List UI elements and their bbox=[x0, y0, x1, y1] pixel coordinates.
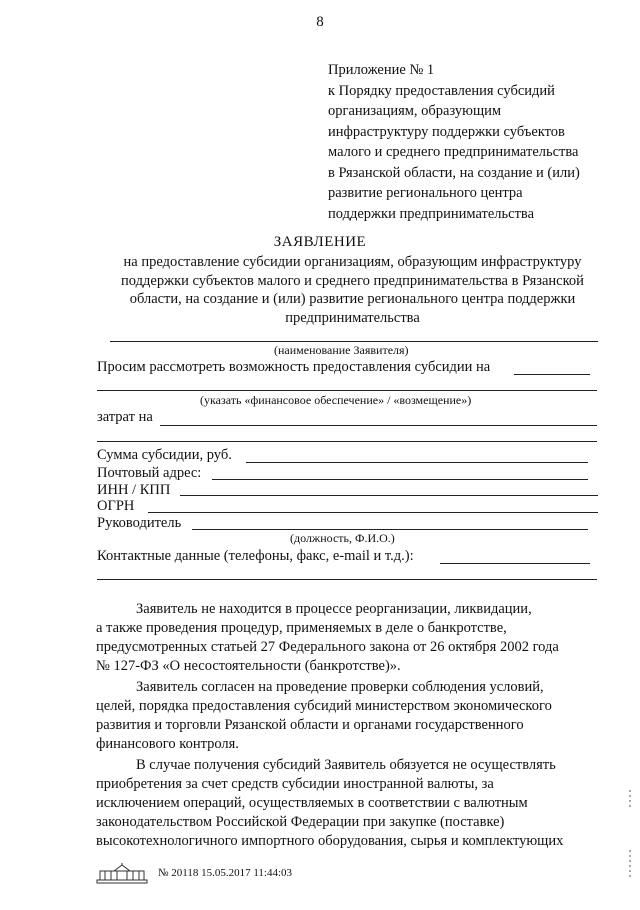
appendix-line: развитие регионального центра bbox=[328, 185, 523, 201]
subtitle-line: поддержки субъектов малого и среднего предпринимательства в Рязанской bbox=[121, 272, 584, 289]
paragraph-line: Заявитель не находится в процессе реорганизации, ликвидации, bbox=[136, 601, 532, 617]
contacts-label: Контактные данные (телефоны, факс, e-mail и т.д.): bbox=[97, 548, 414, 564]
address-label: Почтовый адрес: bbox=[97, 465, 202, 481]
registration-stamp bbox=[96, 862, 292, 884]
appendix-line: к Порядку предоставления субсидий bbox=[328, 82, 555, 99]
paragraph-currency-obligation bbox=[96, 756, 598, 851]
request-text: Просим рассмотреть возможность предоставления субсидии на bbox=[97, 359, 491, 375]
appendix-line: в Рязанской области, на создание и (или) bbox=[328, 164, 580, 181]
subtitle-line: области, на создание и (или) развитие регионального центра поддержки bbox=[129, 291, 576, 307]
appendix-line: малого и среднего предпринимательства bbox=[328, 144, 579, 160]
subsidy-type-blank bbox=[514, 374, 590, 375]
paragraph-line: № 127-ФЗ «О несостоятельности (банкротстве)». bbox=[96, 658, 401, 674]
paragraph-line: законодательством Российской Федерации при закупке (поставке) bbox=[96, 814, 505, 830]
paragraph-line: В случае получения субсидий Заявитель обязуется не осуществлять bbox=[136, 757, 556, 773]
paragraph-line: высокотехнологичного импортного оборудования, сырья и комплектующих bbox=[96, 833, 564, 849]
subsidy-type-hint: (указать «финансовое обеспечение» / «возмещение») bbox=[200, 393, 472, 407]
paragraph-reorganization bbox=[96, 600, 598, 676]
paragraph-line: исключением операций, осуществляемых в соответствии с валютным bbox=[96, 795, 528, 811]
inn-line bbox=[180, 495, 598, 496]
government-building-icon bbox=[96, 862, 148, 884]
applicant-hint: (наименование Заявителя) bbox=[274, 343, 409, 357]
amount-line bbox=[246, 462, 588, 463]
document-title: ЗАЯВЛЕНИЕ bbox=[273, 234, 367, 250]
document-subtitle bbox=[95, 253, 610, 327]
appendix-line: поддержки предпринимательства bbox=[328, 205, 535, 222]
paragraph-line: предусмотренных статьей 27 Федерального закона от 26 октября 2002 года bbox=[96, 639, 559, 655]
paragraph-line: приобретения за счет средств субсидии иностранной валюты, за bbox=[96, 776, 494, 792]
inn-label: ИНН / КПП bbox=[97, 482, 171, 498]
subtitle-line: предпринимательства bbox=[285, 309, 420, 326]
head-line bbox=[192, 529, 588, 530]
costs-label: затрат на bbox=[97, 409, 153, 425]
ogrn-label: ОГРН bbox=[97, 498, 135, 514]
subsidy-type-line bbox=[97, 390, 597, 391]
applicant-name-line bbox=[110, 341, 598, 342]
paragraph-line: а также проведения процедур, применяемых в деле о банкротстве, bbox=[96, 620, 507, 636]
paragraph-line: развития и торговли Рязанской области и органами государственного bbox=[96, 717, 524, 733]
binding-marks bbox=[625, 790, 635, 910]
stamp-text: № 20118 15.05.2017 11:44:03 bbox=[158, 867, 293, 879]
paragraph-line: финансового контроля. bbox=[96, 736, 239, 752]
costs-line bbox=[160, 425, 597, 426]
page-number: 8 bbox=[316, 14, 324, 30]
amount-label: Сумма субсидии, руб. bbox=[97, 447, 232, 463]
appendix-block bbox=[328, 60, 628, 224]
subtitle-line: на предоставление субсидии организациям, образующим инфраструктуру bbox=[123, 254, 582, 270]
paragraph-inspection-consent bbox=[96, 678, 598, 754]
head-label: Руководитель bbox=[97, 515, 182, 531]
paragraph-line: целей, порядка предоставления субсидий министерством экономического bbox=[96, 698, 552, 714]
address-line bbox=[212, 479, 588, 480]
appendix-line: организациям, образующим bbox=[328, 103, 502, 119]
contacts-line bbox=[440, 563, 590, 564]
costs-line-2 bbox=[97, 441, 597, 442]
appendix-line: Приложение № 1 bbox=[328, 62, 435, 78]
head-hint: (должность, Ф.И.О.) bbox=[290, 531, 395, 545]
paragraph-line: Заявитель согласен на проведение проверки соблюдения условий, bbox=[136, 679, 544, 695]
contacts-line-2 bbox=[97, 579, 597, 580]
ogrn-line bbox=[148, 512, 598, 513]
appendix-line: инфраструктуру поддержки субъектов bbox=[328, 123, 565, 140]
